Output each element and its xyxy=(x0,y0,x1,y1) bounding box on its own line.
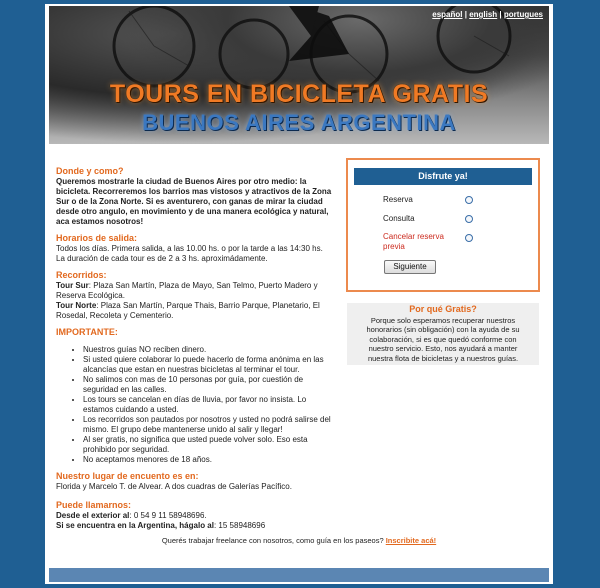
option-label-consulta: Consulta xyxy=(383,214,415,223)
list-item: • Al ser gratis, no significa que usted puede volver solo. Eso esta prohibido por seguridad. xyxy=(83,435,336,455)
section-heading-importante: IMPORTANTE: xyxy=(56,327,118,337)
option-label-cancelar: Cancelar reserva previa xyxy=(383,232,444,251)
list-item: • Nuestros guías NO reciben dinero. xyxy=(83,345,336,355)
list-item: • Los recorridos son pautados por nosotros y usted no podrá salirse del mismo. El grupo debe mantenerse unido al salir y llegar! xyxy=(83,415,336,435)
horarios-line-1: Todos los días. Primera salida, a las 10.00 hs. o por la tarde a las 14:30 hs. xyxy=(56,244,323,253)
next-button[interactable]: Siguiente xyxy=(384,260,436,274)
list-item: • Los tours se cancelan en días de lluvia, por favor no insista. Lo estamos cuidando a usted. xyxy=(83,395,336,415)
list-item: • No salimos con mas de 10 personas por guía, por cuestión de seguridad en las calles. xyxy=(83,375,336,395)
phone-argentina: Si se encuentra en la Argentina, hágalo al: 15 58948696 xyxy=(56,521,266,530)
section-heading-donde: Donde y como? xyxy=(56,166,124,176)
footer-cta xyxy=(45,536,553,545)
section-heading-llamarnos: Puede llamarnos: xyxy=(56,500,132,510)
option-label-reserva: Reserva xyxy=(383,195,413,204)
page xyxy=(45,4,553,584)
header-banner xyxy=(49,6,549,144)
banner-title: TOURS EN BICICLETA GRATIS xyxy=(109,80,489,108)
booking-form xyxy=(346,158,540,292)
lang-link-espanol[interactable]: español xyxy=(432,10,463,19)
why-free-heading: Por qué Gratis? xyxy=(409,304,477,314)
encuentro-address: Florida y Marcelo T. de Alvear. A dos cuadras de Galerías Pacífico. xyxy=(56,482,292,491)
lang-link-portugues[interactable]: portugues xyxy=(503,10,543,19)
booking-title: Disfrute ya! xyxy=(354,168,532,185)
tour-norte: Tour Norte: Plaza San Martín, Parque Thais, Barrio Parque, Planetario, El Rosedal, Recoleta y Cementerio. xyxy=(56,301,320,320)
main-content xyxy=(56,166,336,531)
why-free-body: Porque solo esperamos recuperar nuestros honorarios (sin obligación) con la ayuda de su colaboración, si es que quedó conforme con nuestro servicio. Esto, nos ayudará a manter nuestra flota de bicicletas y a nuestros guías. xyxy=(366,315,520,363)
tour-sur: Tour Sur: Plaza San Martín, Plaza de Mayo, San Telmo, Puerto Madero y Reserva Ecológica. xyxy=(56,281,318,300)
section-body-donde: Queremos mostrarle la ciudad de Buenos Aires por otro medio: la bicicleta. Recorreremos los barrios mas vistosos y atractivos de la Zona Sur o de la Zona Norte. Si es aventurero, con ganas de mirar la ciudad desde otro angulo, en movimiento y de una manera ecológica y natural, aca estamos nosotros! xyxy=(56,177,332,226)
lang-link-english[interactable]: english xyxy=(469,10,498,19)
importante-list xyxy=(83,345,336,465)
radio-cancelar[interactable] xyxy=(465,234,473,242)
phone-exterior: Desde el exterior al: 0 54 9 11 58948696. xyxy=(56,511,207,520)
section-heading-recorridos: Recorridos: xyxy=(56,270,107,280)
banner-subtitle: BUENOS AIRES ARGENTINA xyxy=(142,110,456,135)
list-item: • Si usted quiere colaborar lo puede hacerlo de forma anónima en las alcancías que estan en nuestras bicicletas al terminar el tour. xyxy=(83,355,336,375)
section-heading-horarios: Horarios de salida: xyxy=(56,233,138,243)
list-item: • No aceptamos menores de 18 años. xyxy=(83,455,336,465)
signup-link[interactable]: Inscribite acá! xyxy=(385,536,437,545)
language-selector: español | english | portugues xyxy=(432,10,543,19)
footer-bar xyxy=(49,568,549,582)
footer-text: Querés trabajar freelance con nosotros, como guía en los paseos? xyxy=(161,536,386,545)
why-free-box xyxy=(347,303,539,365)
radio-reserva[interactable] xyxy=(465,196,473,204)
section-heading-encuentro: Nuestro lugar de encuento es en: xyxy=(56,471,199,481)
radio-consulta[interactable] xyxy=(465,215,473,223)
horarios-line-2: La duración de cada tour es de 2 a 3 hs. aproximádamente. xyxy=(56,254,268,263)
